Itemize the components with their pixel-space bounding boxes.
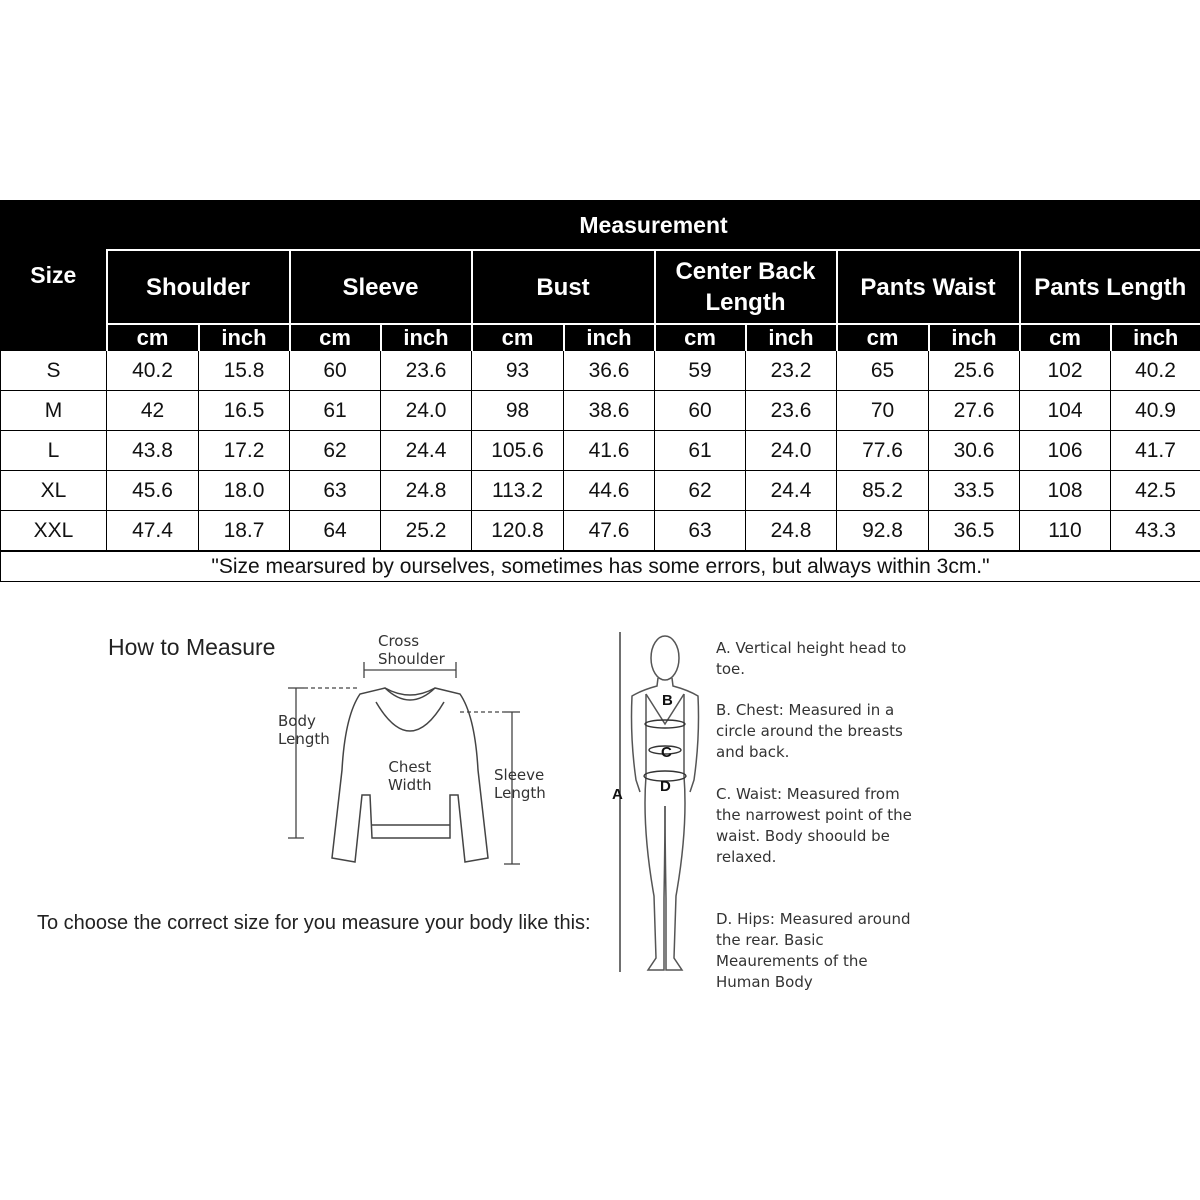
inch-unit-header: inch xyxy=(381,324,472,351)
value-cell: 92.8 xyxy=(837,511,929,552)
value-cell: 93 xyxy=(472,351,564,391)
value-cell: 38.6 xyxy=(564,391,655,431)
value-cell: 104 xyxy=(1020,391,1111,431)
neckline xyxy=(376,702,444,731)
sleeve-length-label: Sleeve Length xyxy=(494,766,546,802)
value-cell: 24.0 xyxy=(381,391,472,431)
value-cell: 40.2 xyxy=(107,351,199,391)
legend-item-b: B. Chest: Measured in a circle around the breasts and back. xyxy=(716,701,903,761)
value-cell: 42 xyxy=(107,391,199,431)
value-cell: 40.9 xyxy=(1111,391,1200,431)
value-cell: 59 xyxy=(655,351,746,391)
body-label-d: D xyxy=(660,778,671,795)
measurement-header: Measurement xyxy=(107,201,1200,251)
value-cell: 41.7 xyxy=(1111,431,1200,471)
value-cell: 106 xyxy=(1020,431,1111,471)
value-cell: 23.2 xyxy=(746,351,837,391)
cm-unit-header: cm xyxy=(837,324,929,351)
table-row xyxy=(1,471,1200,511)
size-cell: L xyxy=(1,431,107,471)
value-cell: 61 xyxy=(290,391,381,431)
value-cell: 98 xyxy=(472,391,564,431)
value-cell: 62 xyxy=(290,431,381,471)
value-cell: 65 xyxy=(837,351,929,391)
instruction-text: To choose the correct size for you measure your body like this: xyxy=(37,912,591,934)
body-label-a: A xyxy=(612,786,623,803)
body-label-b: B xyxy=(662,692,673,709)
value-cell: 24.8 xyxy=(746,511,837,552)
value-cell: 15.8 xyxy=(199,351,290,391)
value-cell: 120.8 xyxy=(472,511,564,552)
size-cell: XL xyxy=(1,471,107,511)
value-cell: 105.6 xyxy=(472,431,564,471)
cm-unit-header: cm xyxy=(655,324,746,351)
value-cell: 24.4 xyxy=(381,431,472,471)
value-cell: 85.2 xyxy=(837,471,929,511)
body-diagram xyxy=(612,628,712,976)
value-cell: 42.5 xyxy=(1111,471,1200,511)
category-header: Shoulder xyxy=(107,250,290,324)
body-label-c: C xyxy=(661,744,672,761)
value-cell: 16.5 xyxy=(199,391,290,431)
size-chart-table xyxy=(0,200,1200,582)
legend-item-c: C. Waist: Measured from the narrowest point of the waist. Body shoould be relaxed. xyxy=(716,785,912,866)
legend-item-a: A. Vertical height head to toe. xyxy=(716,639,907,678)
legend-item-d: D. Hips: Measured around the rear. Basic Meaurements of the Human Body xyxy=(716,910,911,991)
body-length-label: Body Length xyxy=(278,712,330,748)
value-cell: 63 xyxy=(655,511,746,552)
value-cell: 41.6 xyxy=(564,431,655,471)
cm-unit-header: cm xyxy=(290,324,381,351)
value-cell: 36.6 xyxy=(564,351,655,391)
value-cell: 70 xyxy=(837,391,929,431)
value-cell: 63 xyxy=(290,471,381,511)
cm-unit-header: cm xyxy=(472,324,564,351)
cross-shoulder-label: Cross Shoulder xyxy=(378,632,445,668)
value-cell: 18.7 xyxy=(199,511,290,552)
value-cell: 23.6 xyxy=(746,391,837,431)
value-cell: 110 xyxy=(1020,511,1111,552)
value-cell: 36.5 xyxy=(929,511,1020,552)
value-cell: 47.6 xyxy=(564,511,655,552)
inch-unit-header: inch xyxy=(929,324,1020,351)
table-row xyxy=(1,511,1200,552)
head xyxy=(651,636,679,680)
category-header: Center Back Length xyxy=(655,250,837,324)
size-note: "Size mearsured by ourselves, sometimes has some errors, but always within 3cm." xyxy=(1,551,1200,582)
value-cell: 24.8 xyxy=(381,471,472,511)
value-cell: 60 xyxy=(655,391,746,431)
size-cell: M xyxy=(1,391,107,431)
inch-unit-header: inch xyxy=(746,324,837,351)
value-cell: 61 xyxy=(655,431,746,471)
size-cell: XXL xyxy=(1,511,107,552)
value-cell: 18.0 xyxy=(199,471,290,511)
value-cell: 62 xyxy=(655,471,746,511)
value-cell: 40.2 xyxy=(1111,351,1200,391)
value-cell: 30.6 xyxy=(929,431,1020,471)
inch-unit-header: inch xyxy=(199,324,290,351)
value-cell: 17.2 xyxy=(199,431,290,471)
value-cell: 24.0 xyxy=(746,431,837,471)
value-cell: 108 xyxy=(1020,471,1111,511)
size-cell: S xyxy=(1,351,107,391)
value-cell: 24.4 xyxy=(746,471,837,511)
category-header: Bust xyxy=(472,250,655,324)
value-cell: 60 xyxy=(290,351,381,391)
value-cell: 77.6 xyxy=(837,431,929,471)
category-header: Sleeve xyxy=(290,250,472,324)
table-row xyxy=(1,351,1200,391)
value-cell: 33.5 xyxy=(929,471,1020,511)
how-to-measure-title: How to Measure xyxy=(108,634,276,660)
size-header: Size xyxy=(1,201,107,351)
value-cell: 47.4 xyxy=(107,511,199,552)
value-cell: 44.6 xyxy=(564,471,655,511)
value-cell: 64 xyxy=(290,511,381,552)
table-row xyxy=(1,391,1200,431)
value-cell: 25.2 xyxy=(381,511,472,552)
cm-unit-header: cm xyxy=(107,324,199,351)
value-cell: 43.3 xyxy=(1111,511,1200,552)
value-cell: 23.6 xyxy=(381,351,472,391)
value-cell: 102 xyxy=(1020,351,1111,391)
table-row xyxy=(1,431,1200,471)
value-cell: 25.6 xyxy=(929,351,1020,391)
value-cell: 43.8 xyxy=(107,431,199,471)
value-cell: 27.6 xyxy=(929,391,1020,431)
cm-unit-header: cm xyxy=(1020,324,1111,351)
category-header: Pants Waist xyxy=(837,250,1020,324)
value-cell: 113.2 xyxy=(472,471,564,511)
category-header: Pants Length xyxy=(1020,250,1200,324)
value-cell: 45.6 xyxy=(107,471,199,511)
chest-width-label: Chest Width xyxy=(388,758,432,794)
inch-unit-header: inch xyxy=(564,324,655,351)
inch-unit-header: inch xyxy=(1111,324,1200,351)
